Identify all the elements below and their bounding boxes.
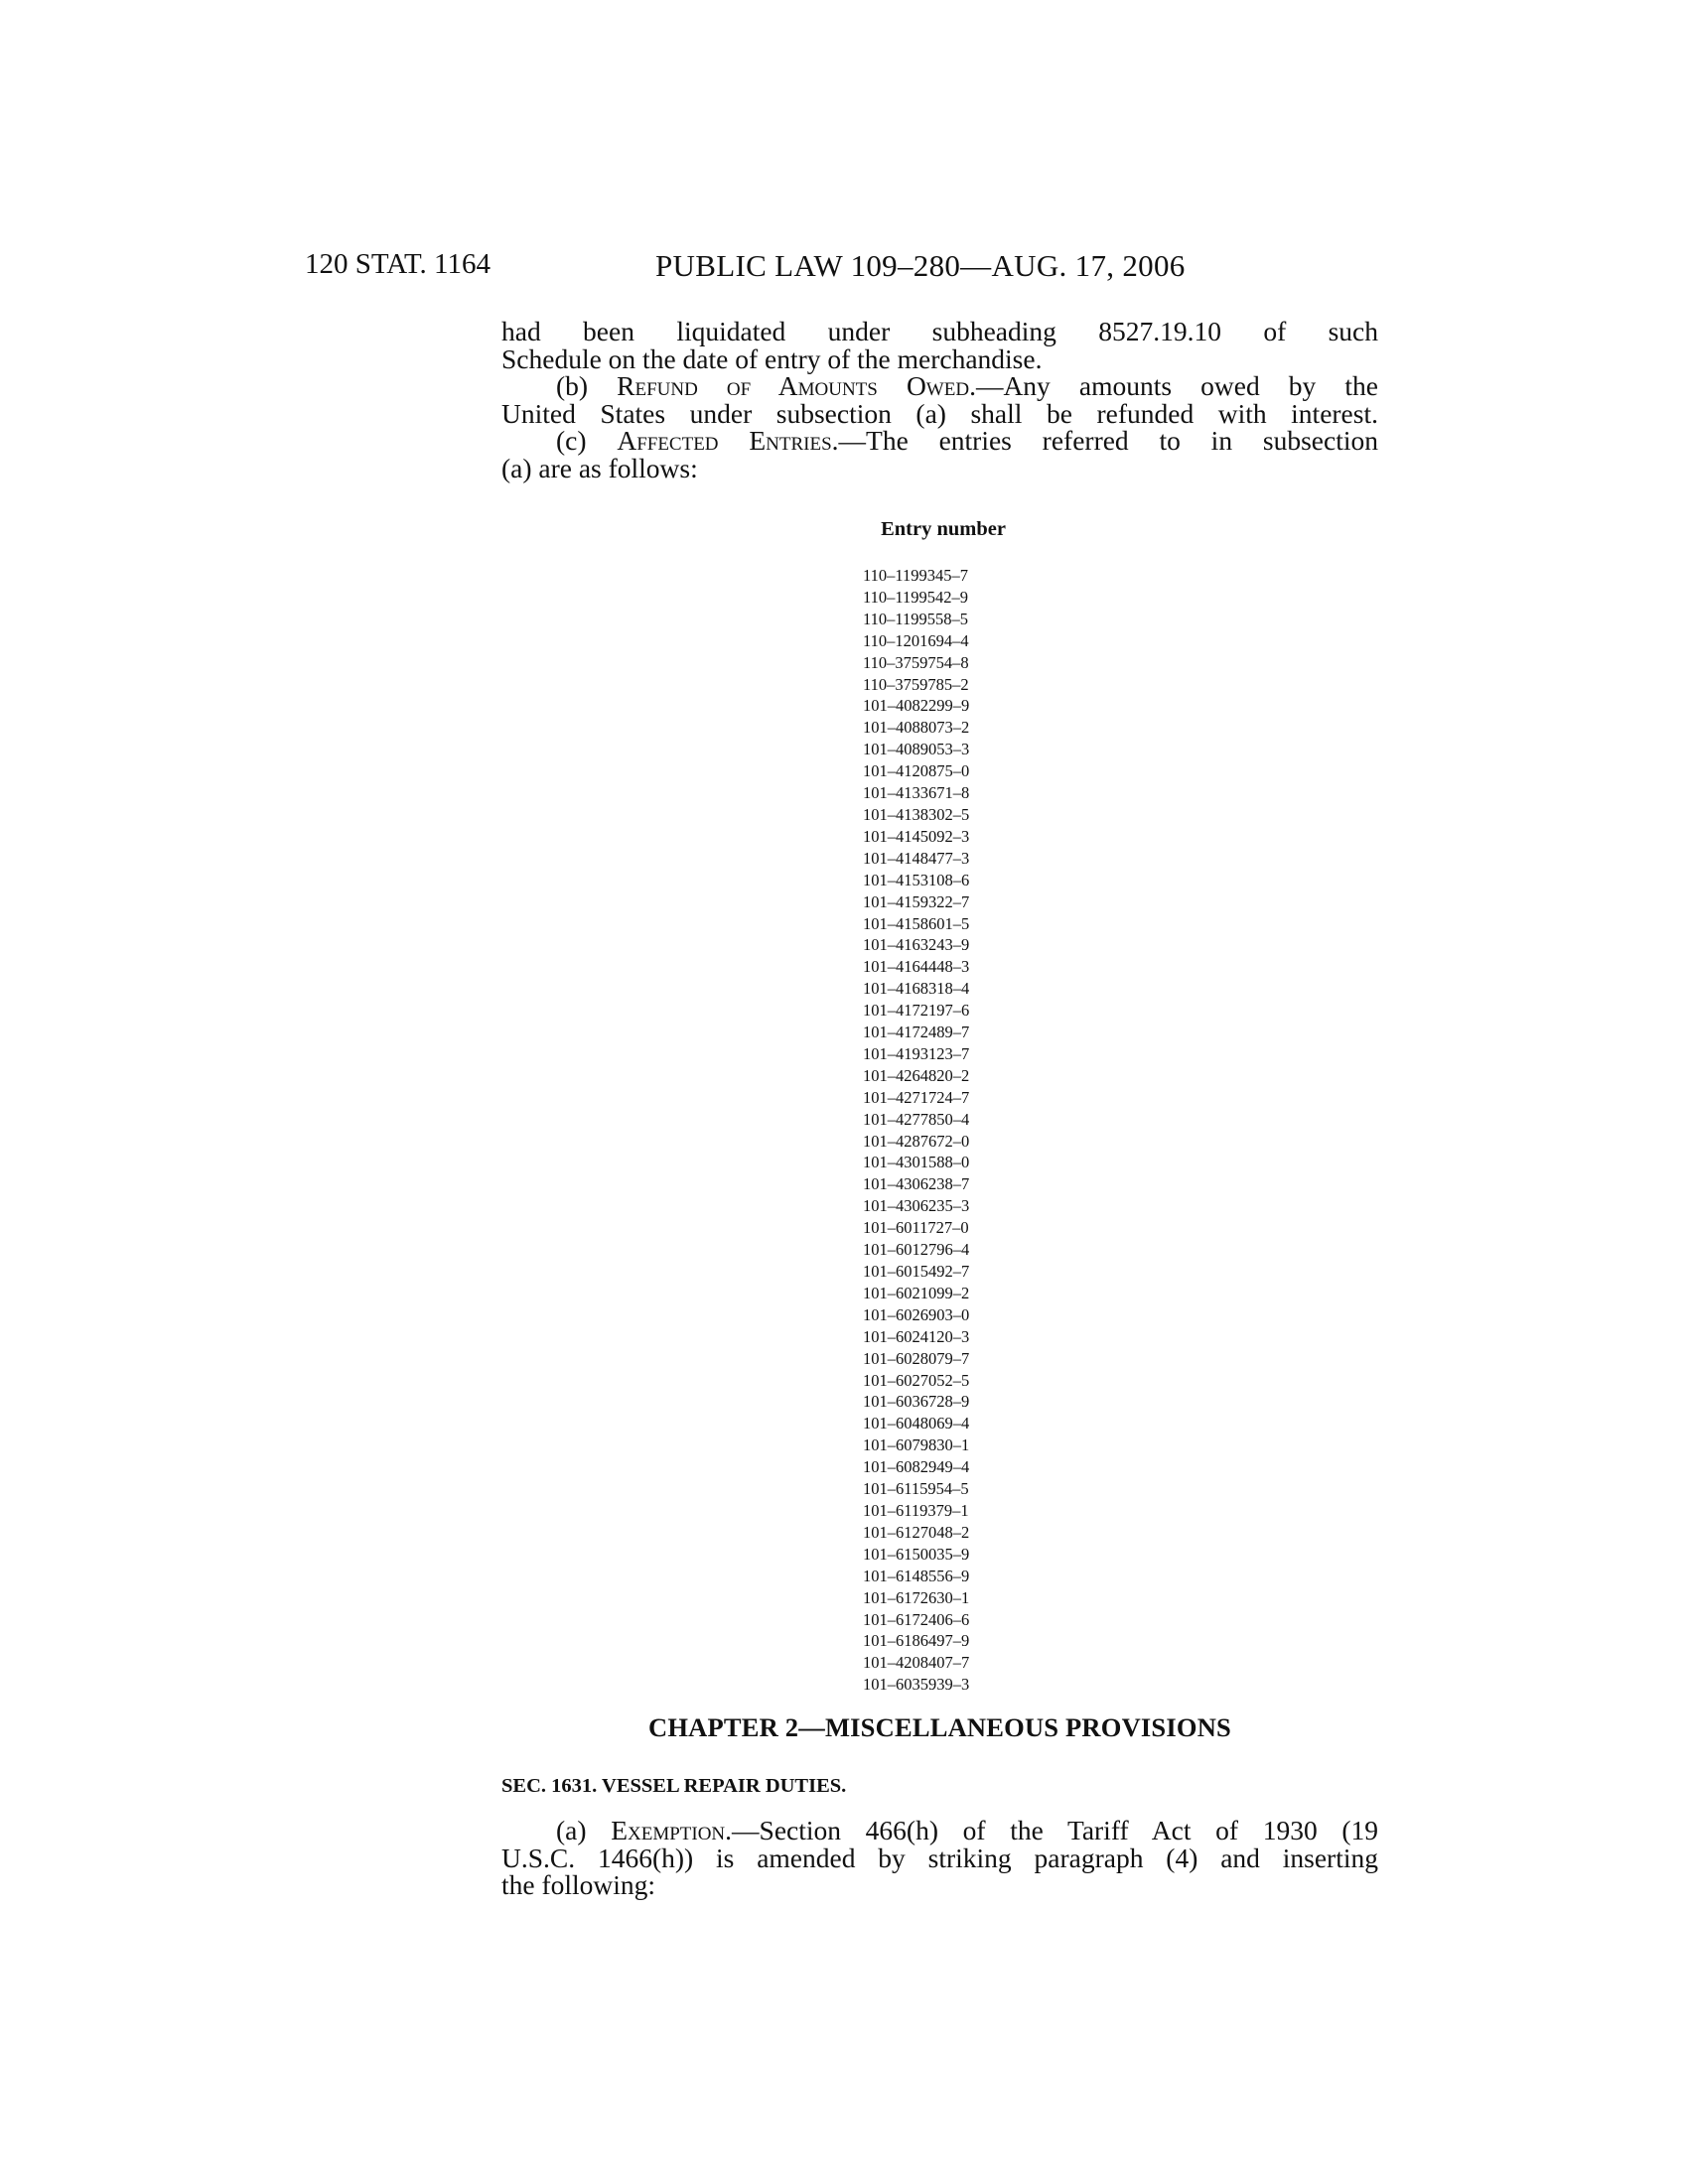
entry-number-item: 101–4133671–8 <box>863 783 970 803</box>
paragraph-c-label: (c) <box>556 425 618 456</box>
entry-number-item: 101–4172489–7 <box>863 1023 970 1042</box>
entry-number-item: 101–4264820–2 <box>863 1065 970 1085</box>
entry-number-item: 101–6024120–3 <box>863 1326 970 1346</box>
entry-number-item: 101–4172197–6 <box>863 1001 970 1021</box>
entry-number-item: 101–4153108–6 <box>863 870 970 889</box>
entry-number-item: 101–6150035–9 <box>863 1544 970 1564</box>
entry-number-item: 101–6082949–4 <box>863 1457 970 1477</box>
entry-number-item: 101–6021099–2 <box>863 1283 970 1302</box>
paragraph-a-line-1 <box>501 1817 1378 1844</box>
entry-number-item: 101–4158601–5 <box>863 913 970 933</box>
entry-number-item: 101–4138302–5 <box>863 804 970 824</box>
entry-number-item: 101–4306235–3 <box>863 1196 970 1216</box>
running-title: PUBLIC LAW 109–280—AUG. 17, 2006 <box>655 248 1186 283</box>
paragraph-b-heading: Refund of Amounts Owed <box>617 370 970 401</box>
entry-number-item: 101–4277850–4 <box>863 1109 970 1129</box>
entry-number-item: 101–6011727–0 <box>863 1218 969 1238</box>
paragraph-a-text: .—Section 466(h) of the Tariff Act of 1930 (19 <box>725 1815 1379 1845</box>
paragraph-b-line-2: United States under subsection (a) shall be refunded with interest. <box>501 397 1378 429</box>
paragraph-c-line-2: (a) are as follows: <box>501 452 698 483</box>
entry-number-item: 101–4306238–7 <box>863 1174 970 1194</box>
entry-number-item: 101–4148477–3 <box>863 848 970 868</box>
entry-number-item: 101–6079830–1 <box>863 1435 970 1455</box>
entry-number-item: 101–4271724–7 <box>863 1087 970 1107</box>
paragraph-a-heading: Exemption <box>611 1815 726 1845</box>
entry-number-item: 101–6012796–4 <box>863 1240 970 1260</box>
paragraph-b-label: (b) <box>556 370 618 401</box>
entry-number-item: 101–6119379–1 <box>863 1500 969 1520</box>
paragraph-a-label: (a) <box>556 1815 612 1845</box>
entry-number-item: 101–4163243–9 <box>863 935 970 955</box>
entry-number-item: 101–4120875–0 <box>863 761 970 781</box>
entry-number-item: 101–4287672–0 <box>863 1131 970 1151</box>
entry-number-item: 101–4164448–3 <box>863 957 970 977</box>
stat-page-reference: 120 STAT. 1164 <box>305 248 491 280</box>
entry-number-list <box>863 565 1032 1696</box>
entry-number-item: 101–4208407–7 <box>863 1653 970 1673</box>
entry-number-item: 101–6172630–1 <box>863 1587 970 1607</box>
paragraph-a <box>501 1817 1378 1899</box>
intro-line-2: Schedule on the date of entry of the merchandise. <box>501 342 1043 374</box>
section-title: SEC. 1631. VESSEL REPAIR DUTIES. <box>501 1775 847 1797</box>
paragraph-c-text: .—The entries referred to in subsection <box>831 425 1378 456</box>
paragraph-a-line-3: the following: <box>501 1869 656 1900</box>
entry-number-item: 101–6035939–3 <box>863 1675 970 1695</box>
entry-number-item: 101–6026903–0 <box>863 1304 970 1324</box>
entry-number-item: 101–6148556–9 <box>863 1566 970 1585</box>
paragraph-c <box>501 427 1378 481</box>
entry-number-item: 101–4193123–7 <box>863 1043 970 1063</box>
entry-number-item: 110–1201694–4 <box>863 630 969 650</box>
entry-number-item: 110–1199542–9 <box>863 587 969 607</box>
entry-number-item: 110–3759754–8 <box>863 652 969 672</box>
entry-number-item: 101–6186497–9 <box>863 1631 970 1651</box>
paragraph-a-line-2: U.S.C. 1466(h)) is amended by striking paragraph (4) and inserting <box>501 1842 1378 1873</box>
entry-number-item: 110–1199345–7 <box>863 566 969 585</box>
entry-number-item: 101–4159322–7 <box>863 891 970 911</box>
entry-number-item: 101–4301588–0 <box>863 1153 970 1172</box>
entry-number-item: 101–6036728–9 <box>863 1392 970 1412</box>
entry-number-item: 101–6048069–4 <box>863 1414 970 1433</box>
entry-number-item: 101–4145092–3 <box>863 826 970 846</box>
entry-number-item: 101–6015492–7 <box>863 1262 970 1281</box>
paragraph-c-heading: Affected Entries <box>617 425 832 456</box>
entry-number-item: 101–6172406–6 <box>863 1609 970 1629</box>
entry-number-item: 101–4088073–2 <box>863 718 970 738</box>
entry-number-item: 101–6028079–7 <box>863 1348 970 1368</box>
entry-number-item: 110–1199558–5 <box>863 609 969 628</box>
intro-paragraph <box>501 318 1378 372</box>
entry-number-item: 110–3759785–2 <box>863 674 969 694</box>
running-header <box>305 248 1377 288</box>
entry-number-heading: Entry number <box>881 518 1006 540</box>
paragraph-c-line-1 <box>501 427 1378 455</box>
entry-number-item: 101–6027052–5 <box>863 1370 970 1390</box>
entry-number-item: 101–4089053–3 <box>863 740 970 759</box>
paragraph-b <box>501 372 1378 427</box>
paragraph-b-line-1 <box>501 372 1378 400</box>
entry-number-item: 101–6127048–2 <box>863 1522 970 1542</box>
chapter-title: CHAPTER 2—MISCELLANEOUS PROVISIONS <box>648 1712 1231 1742</box>
paragraph-b-text: .—Any amounts owed by the <box>969 370 1378 401</box>
entry-number-item: 101–4168318–4 <box>863 979 970 999</box>
entry-number-item: 101–6115954–5 <box>863 1479 969 1499</box>
entry-number-item: 101–4082299–9 <box>863 696 970 716</box>
intro-line-1: had been liquidated under subheading 8527.19.10 of such <box>501 316 1378 346</box>
